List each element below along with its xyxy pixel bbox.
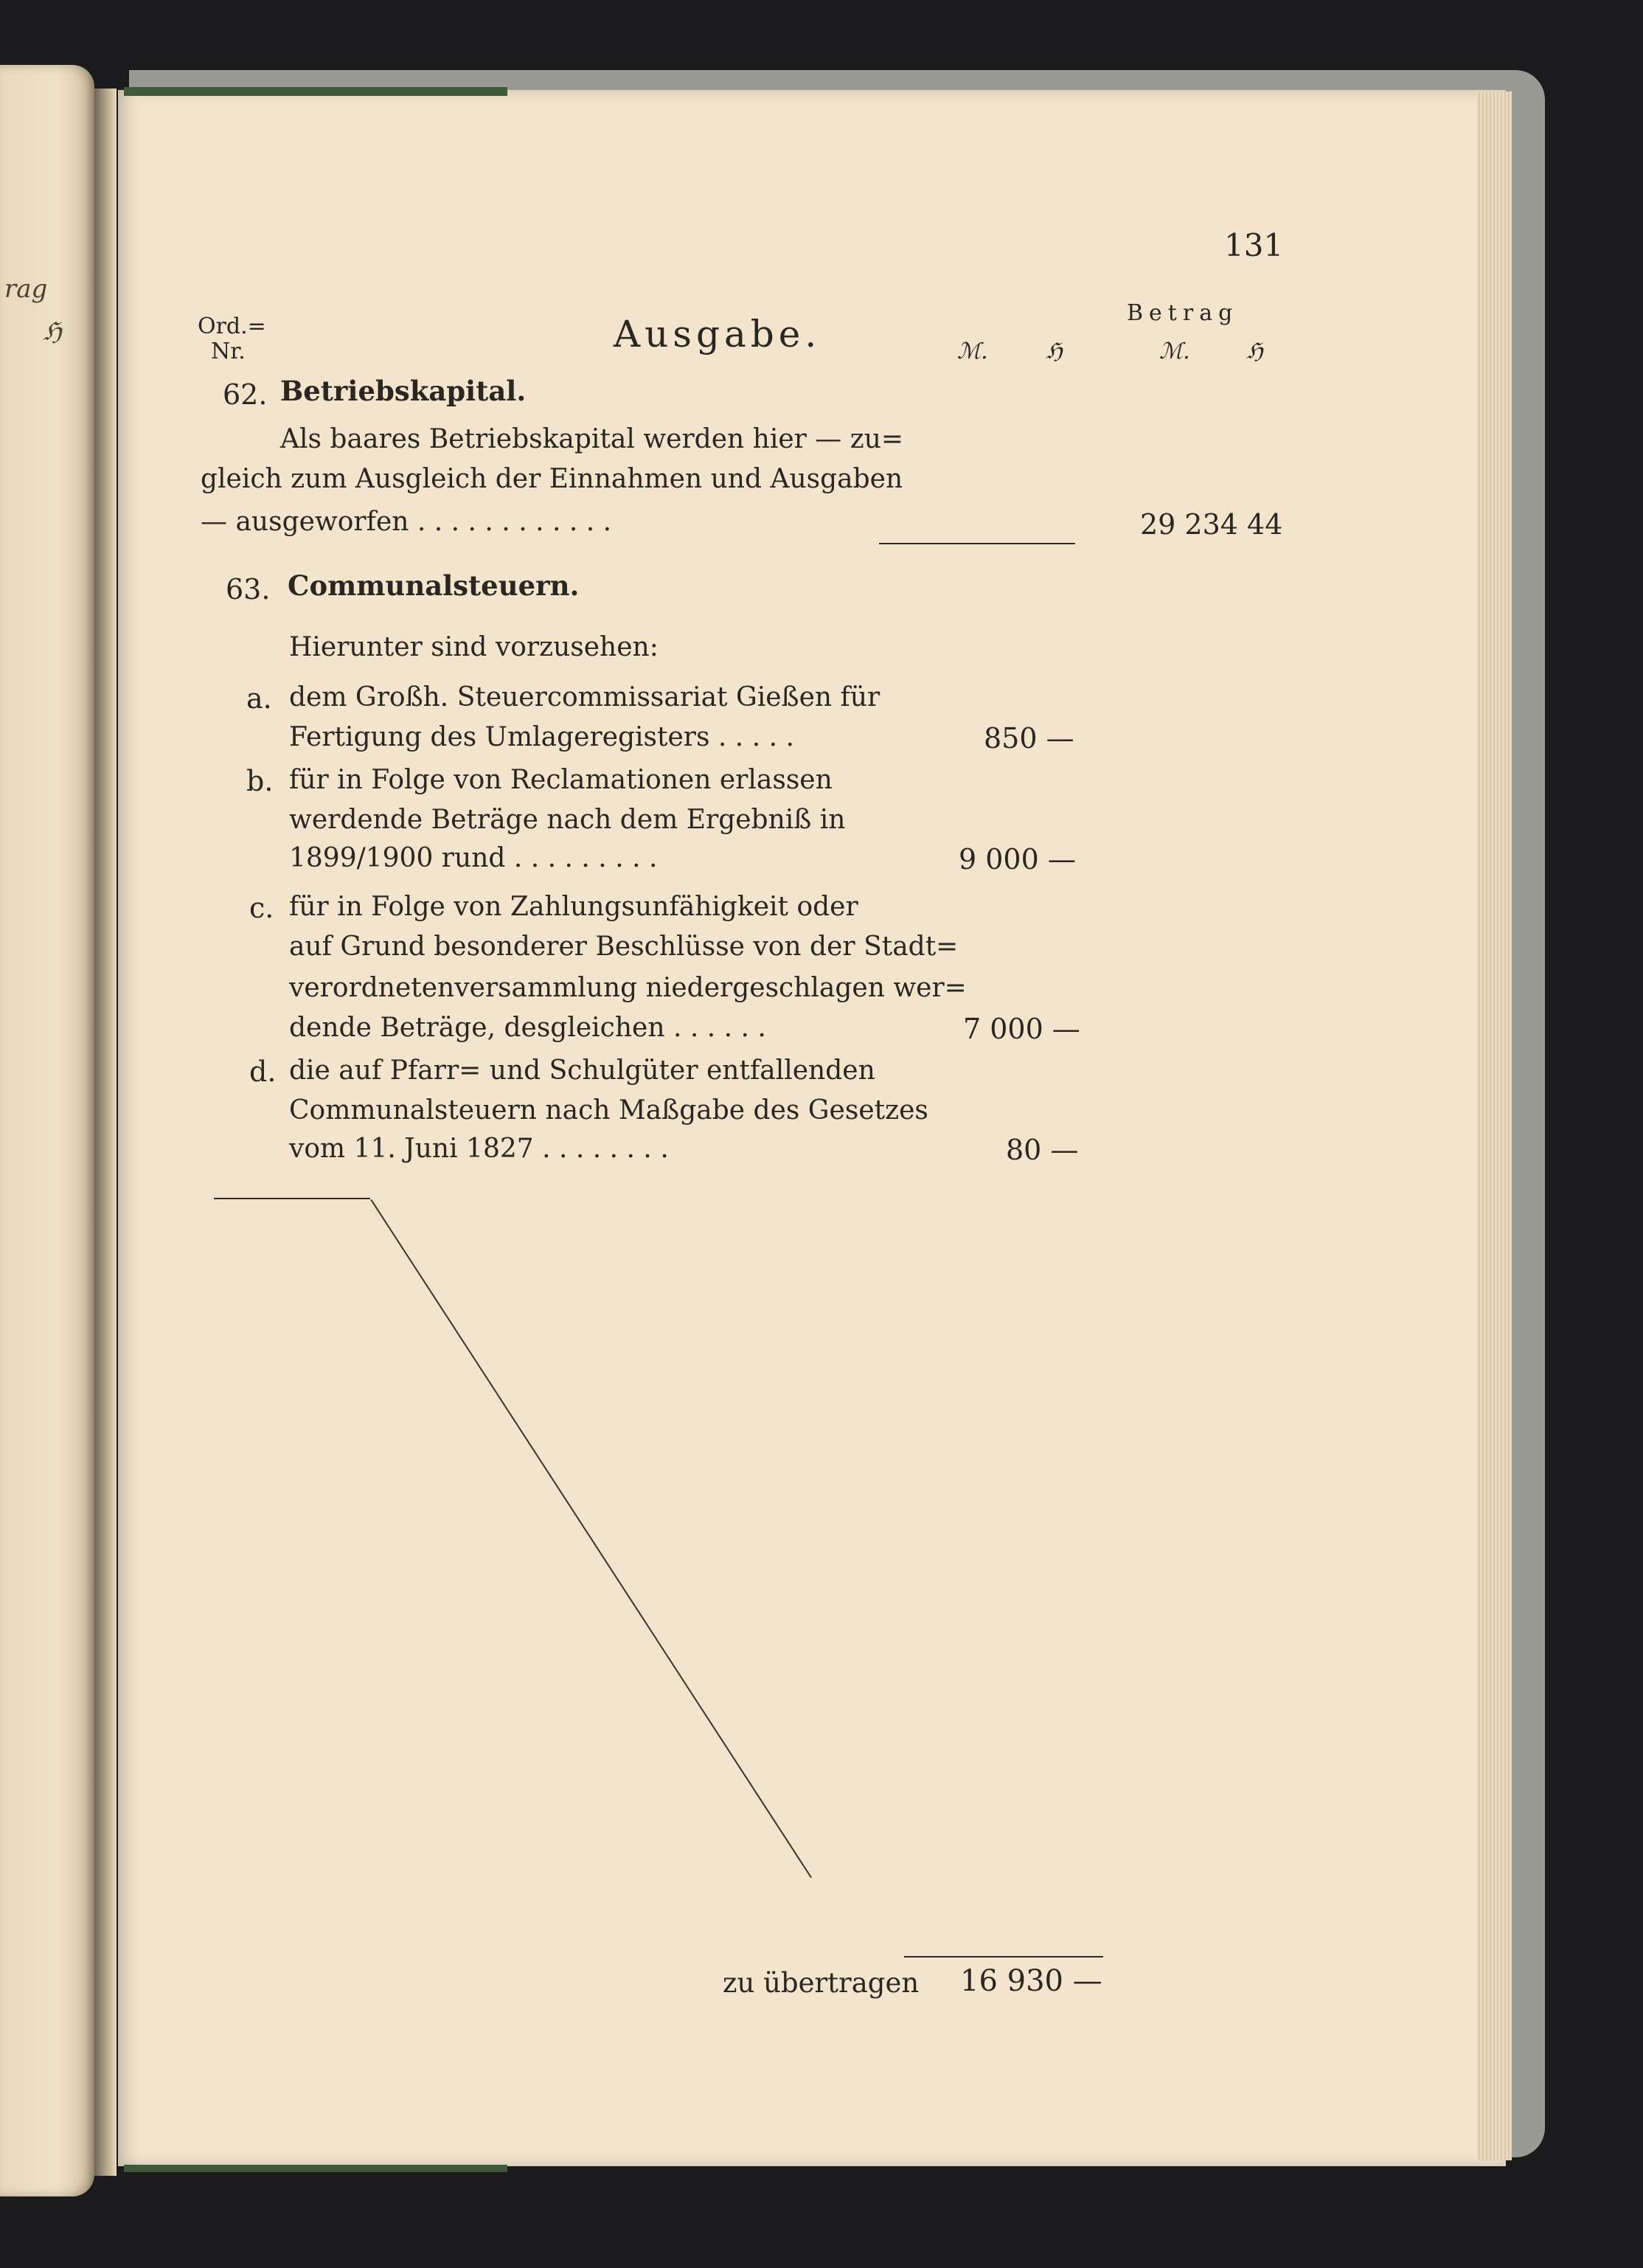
entry-amount: 80 — [1006,1134,1079,1166]
entry-text-line: werdende Beträge nach dem Ergebniß in [289,805,846,835]
entry-text-line: die auf Pfarr= und Schulgüter entfallenden [289,1055,875,1086]
carry-forward-amount: 16 930 — [960,1964,1102,1998]
col2-pf-header: ℌ [1246,339,1263,364]
entry-letter: d. [249,1055,277,1088]
end-rule-short [214,1198,370,1199]
entry-text-line: Communalsteuern nach Maßgabe des Gesetzes [289,1095,928,1126]
col2-mark-header: ℳ. [1159,339,1190,364]
col1-pf-header: ℌ [1046,339,1063,364]
item-number: 63. [226,573,271,606]
sum-rule [879,543,1075,544]
entry-text-line: verordnetenversammlung niedergeschlagen wer= [289,973,967,1003]
carry-forward-label: zu übertragen [723,1967,920,1999]
item-intro: Hierunter sind vorzusehen: [289,632,659,662]
entry-text-line: auf Grund besonderer Beschlüsse von der Stadt= [289,932,959,962]
entry-text-line: Fertigung des Umlageregisters . . . . . [289,722,794,752]
entry-text-line: für in Folge von Reclamationen erlassen [289,765,833,795]
entry-amount: 7 000 — [963,1013,1080,1045]
binding-edge-top [124,87,507,96]
entry-letter: a. [246,682,272,715]
item-number: 62. [223,378,268,411]
page-stack-edge [1476,91,1512,2160]
item-amount: 29 234 44 [1140,508,1283,541]
entry-text-line: 1899/1900 rund . . . . . . . . . [289,843,658,873]
page-title: Ausgabe. [614,313,822,356]
entry-text-line: dende Beträge, desgleichen . . . . . . [289,1013,766,1043]
entry-text-line: vom 11. Juni 1827 . . . . . . . . [289,1134,669,1164]
left-page [0,65,94,2196]
entry-amount: 850 — [984,722,1074,755]
left-page-fragment-currency: ℌ [43,317,62,347]
entry-letter: b. [246,765,274,797]
book-gutter [94,89,117,2176]
ord-label-line2: Nr. [211,339,246,364]
page-number: 131 [1224,227,1284,263]
item-text-line: — ausgeworfen . . . . . . . . . . . . [201,507,612,537]
betrag-label: Betrag [1127,300,1239,326]
item-heading: Betriebskapital. [280,375,527,407]
entry-amount: 9 000 — [959,843,1076,875]
item-heading: Communalsteuern. [288,569,580,602]
carry-sum-rule [904,1956,1103,1957]
item-text-line: Als baares Betriebskapital werden hier — zu= [280,424,904,454]
binding-edge-bottom [124,2165,507,2172]
entry-text-line: für in Folge von Zahlungsunfähigkeit oder [289,892,858,922]
col1-mark-header: ℳ. [957,339,988,364]
left-page-fragment-text: rag [4,274,48,304]
ord-label-line1: Ord.= [198,313,266,339]
entry-letter: c. [249,892,274,924]
item-text-line: gleich zum Ausgleich der Einnahmen und Ausgaben [201,464,903,494]
entry-text-line: dem Großh. Steuercommissariat Gießen für [289,682,880,712]
